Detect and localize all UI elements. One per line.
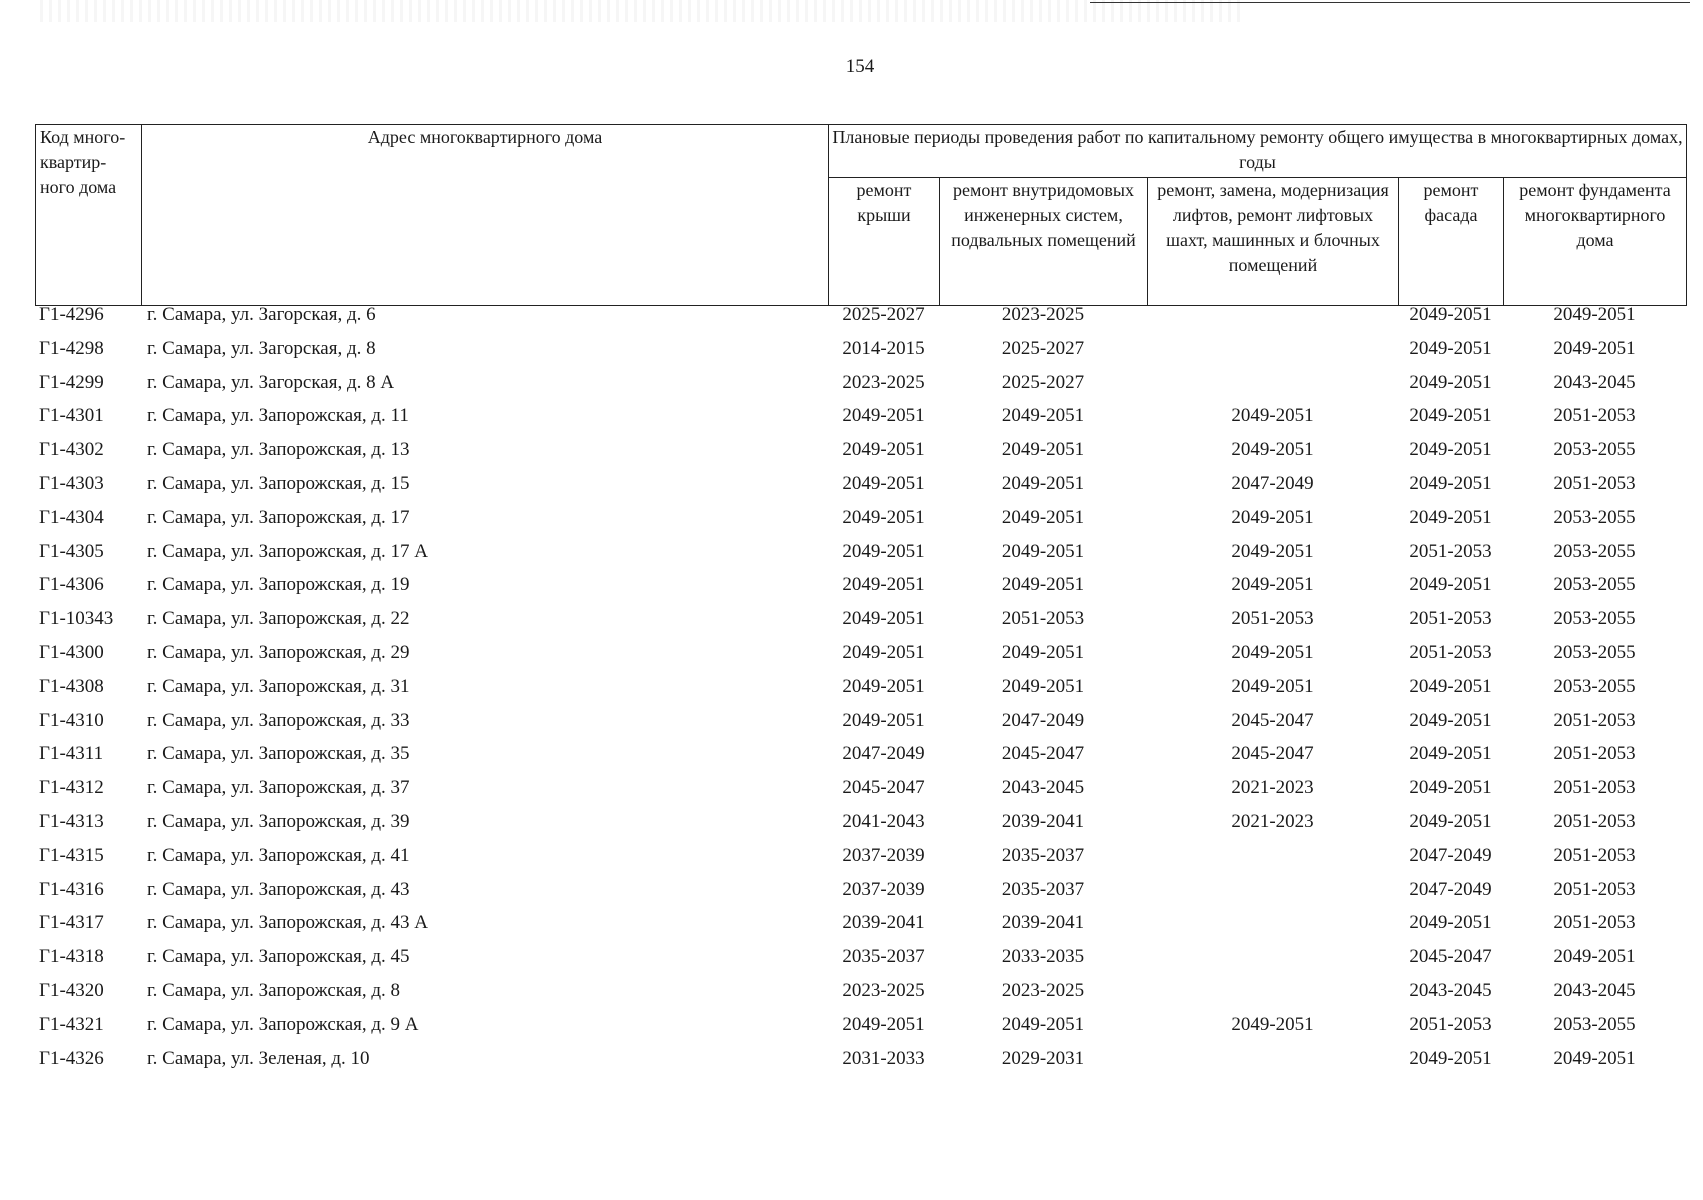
table-row	[35, 473, 1686, 507]
cell-foundation: 2053-2055	[1553, 675, 1636, 697]
table-row	[35, 541, 1686, 575]
cell-foundation: 2051-2053	[1553, 743, 1636, 765]
cell-lifts	[1147, 980, 1398, 1014]
cell-systems: 2049-2051	[1001, 574, 1085, 596]
cell-code: Г1-4302	[39, 439, 104, 461]
cell-systems: 2045-2047	[1001, 743, 1085, 765]
cell-facade: 2049-2051	[1409, 675, 1492, 697]
cell-roof: 2049-2051	[842, 709, 925, 731]
cell-lifts: 2049-2051	[1231, 574, 1314, 596]
scan-edge-line	[1090, 2, 1690, 3]
cell-lifts: 2049-2051	[1231, 405, 1314, 427]
table-row	[35, 507, 1686, 541]
cell-address: г. Самара, ул. Запорожская, д. 43 А	[147, 912, 429, 934]
table-row	[35, 439, 1686, 473]
cell-systems: 2049-2051	[1001, 506, 1085, 528]
cell-systems: 2033-2035	[1001, 946, 1085, 968]
cell-code: Г1-4308	[39, 675, 104, 697]
cell-facade: 2049-2051	[1409, 810, 1492, 832]
cell-lifts	[1147, 304, 1398, 338]
cell-roof: 2023-2025	[842, 371, 925, 393]
cell-foundation: 2051-2053	[1553, 878, 1636, 900]
cell-address: г. Самара, ул. Запорожская, д. 11	[147, 405, 409, 427]
cell-address: г. Самара, ул. Зеленая, д. 10	[147, 1047, 370, 1069]
cell-systems: 2049-2051	[1001, 540, 1085, 562]
header-lifts: ремонт, замена, модернизация лифтов, ремонт лифтовых шахт, машинных и блочных помещений	[1148, 178, 1399, 306]
cell-foundation: 2053-2055	[1553, 506, 1636, 528]
cell-foundation: 2049-2051	[1553, 337, 1636, 359]
cell-code: Г1-4321	[39, 1013, 104, 1035]
table-row	[35, 642, 1686, 676]
table-row	[35, 879, 1686, 913]
cell-roof: 2049-2051	[842, 641, 925, 663]
table-row	[35, 811, 1686, 845]
cell-lifts	[1147, 946, 1398, 980]
cell-lifts: 2021-2023	[1231, 777, 1314, 799]
cell-facade: 2051-2053	[1409, 540, 1492, 562]
cell-code: Г1-4310	[39, 709, 104, 731]
header-facade: ремонт фасада	[1399, 178, 1504, 306]
cell-foundation: 2049-2051	[1553, 946, 1636, 968]
cell-facade: 2049-2051	[1409, 371, 1492, 393]
cell-roof: 2031-2033	[842, 1047, 925, 1069]
cell-foundation: 2043-2045	[1553, 371, 1636, 393]
cell-code: Г1-4298	[39, 337, 104, 359]
cell-roof: 2047-2049	[842, 743, 925, 765]
cell-roof: 2037-2039	[842, 844, 925, 866]
cell-foundation: 2051-2053	[1553, 912, 1636, 934]
cell-foundation: 2051-2053	[1553, 472, 1636, 494]
cell-roof: 2049-2051	[842, 405, 925, 427]
page-number: 154	[845, 56, 875, 77]
cell-roof: 2014-2015	[842, 337, 925, 359]
cell-code: Г1-4313	[39, 810, 104, 832]
cell-lifts: 2045-2047	[1231, 709, 1314, 731]
table-row	[35, 338, 1686, 372]
cell-lifts: 2047-2049	[1231, 472, 1314, 494]
table-row	[35, 710, 1686, 744]
cell-foundation: 2053-2055	[1553, 641, 1636, 663]
cell-code: Г1-4299	[39, 371, 104, 393]
cell-roof: 2037-2039	[842, 878, 925, 900]
cell-facade: 2043-2045	[1409, 979, 1492, 1001]
table-row	[35, 743, 1686, 777]
cell-systems: 2049-2051	[1001, 405, 1085, 427]
cell-facade: 2047-2049	[1409, 844, 1492, 866]
cell-address: г. Самара, ул. Запорожская, д. 43	[147, 878, 410, 900]
cell-lifts	[1147, 845, 1398, 879]
cell-address: г. Самара, ул. Запорожская, д. 17 А	[147, 540, 429, 562]
cell-foundation: 2049-2051	[1553, 1047, 1636, 1069]
cell-facade: 2049-2051	[1409, 472, 1492, 494]
cell-foundation: 2051-2053	[1553, 709, 1636, 731]
cell-foundation: 2053-2055	[1553, 439, 1636, 461]
cell-lifts	[1147, 372, 1398, 406]
table-header	[35, 124, 1687, 306]
cell-code: Г1-4318	[39, 946, 104, 968]
cell-foundation: 2053-2055	[1553, 608, 1636, 630]
cell-foundation: 2051-2053	[1553, 844, 1636, 866]
cell-facade: 2049-2051	[1409, 304, 1492, 325]
cell-systems: 2049-2051	[1001, 675, 1085, 697]
header-periods: Плановые периоды проведения работ по капитальному ремонту общего имущества в многоквартирных домах, годы	[829, 125, 1687, 178]
cell-code: Г1-4312	[39, 777, 104, 799]
cell-roof: 2049-2051	[842, 1013, 925, 1035]
cell-roof: 2045-2047	[842, 777, 925, 799]
cell-code: Г1-4305	[39, 540, 104, 562]
cell-systems: 2049-2051	[1001, 472, 1085, 494]
cell-lifts	[1147, 338, 1398, 372]
cell-roof: 2049-2051	[842, 472, 925, 494]
cell-address: г. Самара, ул. Запорожская, д. 17	[147, 506, 410, 528]
cell-code: Г1-4304	[39, 506, 104, 528]
cell-systems: 2023-2025	[1001, 979, 1085, 1001]
cell-facade: 2049-2051	[1409, 439, 1492, 461]
cell-systems: 2047-2049	[1001, 709, 1085, 731]
cell-code: Г1-4311	[39, 743, 104, 765]
cell-roof: 2035-2037	[842, 946, 925, 968]
cell-address: г. Самара, ул. Запорожская, д. 33	[147, 709, 410, 731]
cell-roof: 2049-2051	[842, 608, 925, 630]
cell-address: г. Самара, ул. Запорожская, д. 8	[147, 979, 401, 1001]
table-row	[35, 676, 1686, 710]
cell-foundation: 2051-2053	[1553, 810, 1636, 832]
cell-code: Г1-4300	[39, 641, 104, 663]
cell-address: г. Самара, ул. Запорожская, д. 39	[147, 810, 410, 832]
cell-address: г. Самара, ул. Запорожская, д. 37	[147, 777, 410, 799]
data-table	[35, 304, 1686, 1081]
cell-facade: 2049-2051	[1409, 709, 1492, 731]
cell-address: г. Самара, ул. Запорожская, д. 22	[147, 608, 410, 630]
cell-lifts	[1147, 1048, 1398, 1082]
table-row	[35, 912, 1686, 946]
cell-lifts: 2021-2023	[1231, 810, 1314, 832]
cell-foundation: 2051-2053	[1553, 777, 1636, 799]
cell-address: г. Самара, ул. Запорожская, д. 31	[147, 675, 410, 697]
cell-lifts: 2049-2051	[1231, 540, 1314, 562]
header-systems: ремонт внутридомовых инженерных систем, подвальных помещений	[940, 178, 1148, 306]
cell-lifts: 2049-2051	[1231, 439, 1314, 461]
cell-facade: 2049-2051	[1409, 912, 1492, 934]
cell-facade: 2051-2053	[1409, 608, 1492, 630]
cell-code: Г1-4316	[39, 878, 104, 900]
cell-address: г. Самара, ул. Загорская, д. 6	[147, 304, 376, 325]
table-row	[35, 777, 1686, 811]
cell-facade: 2051-2053	[1409, 1013, 1492, 1035]
cell-roof: 2049-2051	[842, 439, 925, 461]
cell-code: Г1-4296	[39, 304, 104, 325]
scan-noise	[40, 0, 1240, 22]
cell-foundation: 2053-2055	[1553, 1013, 1636, 1035]
header-roof: ремонт крыши	[829, 178, 940, 306]
cell-systems: 2039-2041	[1001, 810, 1085, 832]
cell-roof: 2049-2051	[842, 574, 925, 596]
cell-code: Г1-4320	[39, 979, 104, 1001]
cell-systems: 2049-2051	[1001, 641, 1085, 663]
cell-code: Г1-4317	[39, 912, 104, 934]
cell-facade: 2045-2047	[1409, 946, 1492, 968]
cell-code: Г1-4303	[39, 472, 104, 494]
cell-systems: 2025-2027	[1001, 371, 1085, 393]
cell-facade: 2049-2051	[1409, 743, 1492, 765]
table-row	[35, 405, 1686, 439]
table-row	[35, 574, 1686, 608]
cell-systems: 2023-2025	[1001, 304, 1085, 325]
cell-facade: 2047-2049	[1409, 878, 1492, 900]
cell-roof: 2023-2025	[842, 979, 925, 1001]
cell-facade: 2049-2051	[1409, 1047, 1492, 1069]
header-foundation: ремонт фундамента многоквартирного дома	[1504, 178, 1687, 306]
cell-systems: 2051-2053	[1001, 608, 1085, 630]
cell-address: г. Самара, ул. Запорожская, д. 15	[147, 472, 410, 494]
cell-systems: 2029-2031	[1001, 1047, 1085, 1069]
cell-lifts	[1147, 879, 1398, 913]
table-row	[35, 1014, 1686, 1048]
cell-lifts: 2049-2051	[1231, 675, 1314, 697]
cell-systems: 2035-2037	[1001, 878, 1085, 900]
cell-address: г. Самара, ул. Загорская, д. 8	[147, 337, 376, 359]
cell-address: г. Самара, ул. Запорожская, д. 19	[147, 574, 410, 596]
cell-foundation: 2051-2053	[1553, 405, 1636, 427]
cell-lifts: 2049-2051	[1231, 1013, 1314, 1035]
cell-lifts: 2045-2047	[1231, 743, 1314, 765]
cell-systems: 2039-2041	[1001, 912, 1085, 934]
cell-address: г. Самара, ул. Запорожская, д. 45	[147, 946, 410, 968]
cell-facade: 2049-2051	[1409, 574, 1492, 596]
table-row	[35, 372, 1686, 406]
cell-systems: 2025-2027	[1001, 337, 1085, 359]
cell-address: г. Самара, ул. Запорожская, д. 29	[147, 641, 410, 663]
table-row	[35, 980, 1686, 1014]
cell-foundation: 2053-2055	[1553, 574, 1636, 596]
cell-roof: 2039-2041	[842, 912, 925, 934]
cell-foundation: 2049-2051	[1553, 304, 1636, 325]
cell-address: г. Самара, ул. Запорожская, д. 13	[147, 439, 410, 461]
cell-lifts: 2051-2053	[1231, 608, 1314, 630]
cell-facade: 2051-2053	[1409, 641, 1492, 663]
header-address: Адрес многоквартирного дома	[142, 125, 829, 306]
cell-systems: 2043-2045	[1001, 777, 1085, 799]
cell-roof: 2049-2051	[842, 506, 925, 528]
cell-facade: 2049-2051	[1409, 337, 1492, 359]
header-code: Код много-квартир-ного дома	[36, 125, 142, 306]
table-row	[35, 304, 1686, 338]
cell-code: Г1-4315	[39, 844, 104, 866]
cell-facade: 2049-2051	[1409, 405, 1492, 427]
cell-systems: 2049-2051	[1001, 439, 1085, 461]
cell-code: Г1-4326	[39, 1047, 104, 1069]
cell-systems: 2035-2037	[1001, 844, 1085, 866]
cell-code: Г1-10343	[39, 608, 114, 630]
cell-facade: 2049-2051	[1409, 506, 1492, 528]
cell-roof: 2049-2051	[842, 675, 925, 697]
cell-address: г. Самара, ул. Запорожская, д. 9 А	[147, 1013, 419, 1035]
cell-roof: 2025-2027	[842, 304, 925, 325]
cell-foundation: 2053-2055	[1553, 540, 1636, 562]
table-row	[35, 946, 1686, 980]
cell-systems: 2049-2051	[1001, 1013, 1085, 1035]
cell-roof: 2049-2051	[842, 540, 925, 562]
cell-facade: 2049-2051	[1409, 777, 1492, 799]
cell-roof: 2041-2043	[842, 810, 925, 832]
cell-code: Г1-4306	[39, 574, 104, 596]
cell-address: г. Самара, ул. Запорожская, д. 41	[147, 844, 410, 866]
cell-lifts: 2049-2051	[1231, 506, 1314, 528]
cell-address: г. Самара, ул. Загорская, д. 8 А	[147, 371, 395, 393]
cell-address: г. Самара, ул. Запорожская, д. 35	[147, 743, 410, 765]
cell-lifts	[1147, 912, 1398, 946]
table-row	[35, 845, 1686, 879]
cell-lifts: 2049-2051	[1231, 641, 1314, 663]
cell-foundation: 2043-2045	[1553, 979, 1636, 1001]
table-row	[35, 608, 1686, 642]
cell-code: Г1-4301	[39, 405, 104, 427]
table-row	[35, 1048, 1686, 1082]
